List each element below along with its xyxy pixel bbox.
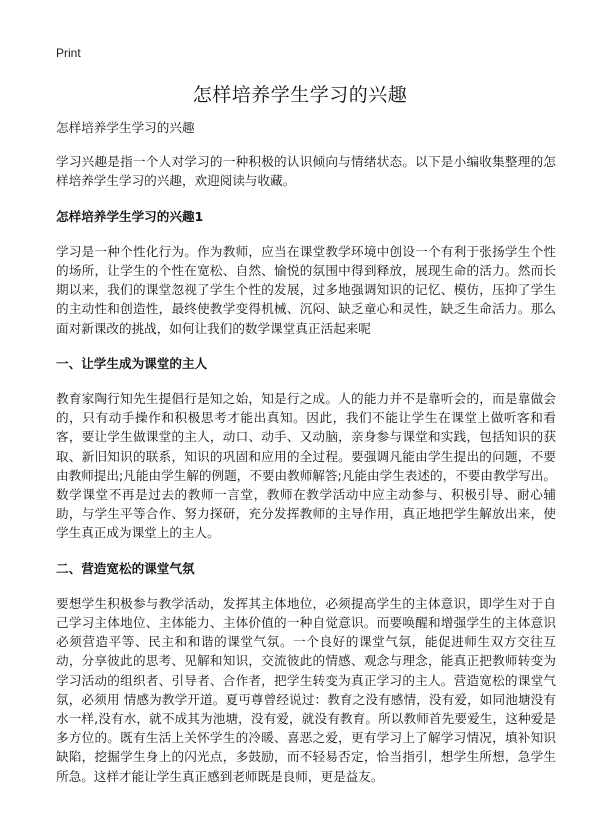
print-link[interactable]: Print <box>56 46 81 60</box>
page-title: 怎样培养学生学习的兴趣 <box>192 84 408 106</box>
article-subtitle: 怎样培养学生学习的兴趣 <box>56 120 195 135</box>
section-heading-main: 怎样培养学生学习的兴趣1 <box>56 208 204 224</box>
section-heading-1: 一、让学生成为课堂的主人 <box>56 355 208 371</box>
section-2-paragraph: 要想学生积极参与教学活动，发挥其主体地位，必须提高学生的主体意识，即学生对于自己学习主体地位、主体能力、主体价值的一种自觉意识。而要唤醒和增强学生的主体意识必须营造平等、民主和和谐的课堂气氛。一个良好的课堂气氛，能促进师生双方交往互动，分享彼此的思考、见解和知识，交流彼此的情感、观念与理念，能真正把教师转变为学习活动的组织者、引导者、合作者，把学生转变为真正学习的主人。营造宽松的课堂气氛，必须用 情感为教学开道。夏丏尊曾经说过：教育之没有感情，没有爱，如同池塘没有水一样,没有水，就不成其为池塘，没有爱，就没有教育。所以教师首先要爱生，这种爱是多方位的。既有生活上关怀学生的冷暖、喜恶之爱，更有学习上了解学习情况，填补知识缺陷，挖掘学生身上的闪光点，多鼓励，而不轻易否定，恰当指引，想学生所想，急学生所急。这样才能让学生真正感到老师既是良师，更是益友。 <box>56 595 556 784</box>
section-main-paragraph: 学习是一种个性化行为。作为教师，应当在课堂教学环境中创设一个有利于张扬学生个性的场所，让学生的个性在宽松、自然、愉悦的氛围中得到释放，展现生命的活力。然而长期以来，我们的课堂忽视了学生个性的发展，过多地强调知识的记忆、模仿，压抑了学生的主动性和创造性，最终使教学变得机械、沉闷、缺乏童心和灵性，缺乏生命活力。那么面对新课改的挑战，如何让我们的数学课堂真正活起来呢 <box>56 243 556 336</box>
section-heading-2: 二、营造宽松的课堂气氛 <box>56 560 195 576</box>
intro-paragraph: 学习兴趣是指一个人对学习的一种积极的认识倾向与情绪状态。以下是小编收集整理的怎样培养学生学习的兴趣，欢迎阅读与收藏。 <box>56 154 556 189</box>
article-body <box>56 118 556 802</box>
section-1-paragraph: 教育家陶行知先生提倡行是知之始，知是行之成。人的能力并不是靠听会的，而是靠做会的，只有动手操作和积极思考才能出真知。因此，我们不能让学生在课堂上做听客和看客，要让学生做课堂的主人，动口、动手、又动脑，亲身参与课堂和实践，包括知识的获取、新旧知识的联系，知识的巩固和应用的全过程。要强调凡能由学生提出的问题，不要由教师提出;凡能由学生解的例题，不要由教师解答;凡能由学生表述的，不要由教学写出。数学课堂不再是过去的教师一言堂，教师在教学活动中应主动参与、积极引导、耐心辅助，与学生平等合作、努力探研，充分发挥教师的主导作用，真正地把学生解放出来，使学生真正成为课堂上的主人。 <box>56 391 556 541</box>
